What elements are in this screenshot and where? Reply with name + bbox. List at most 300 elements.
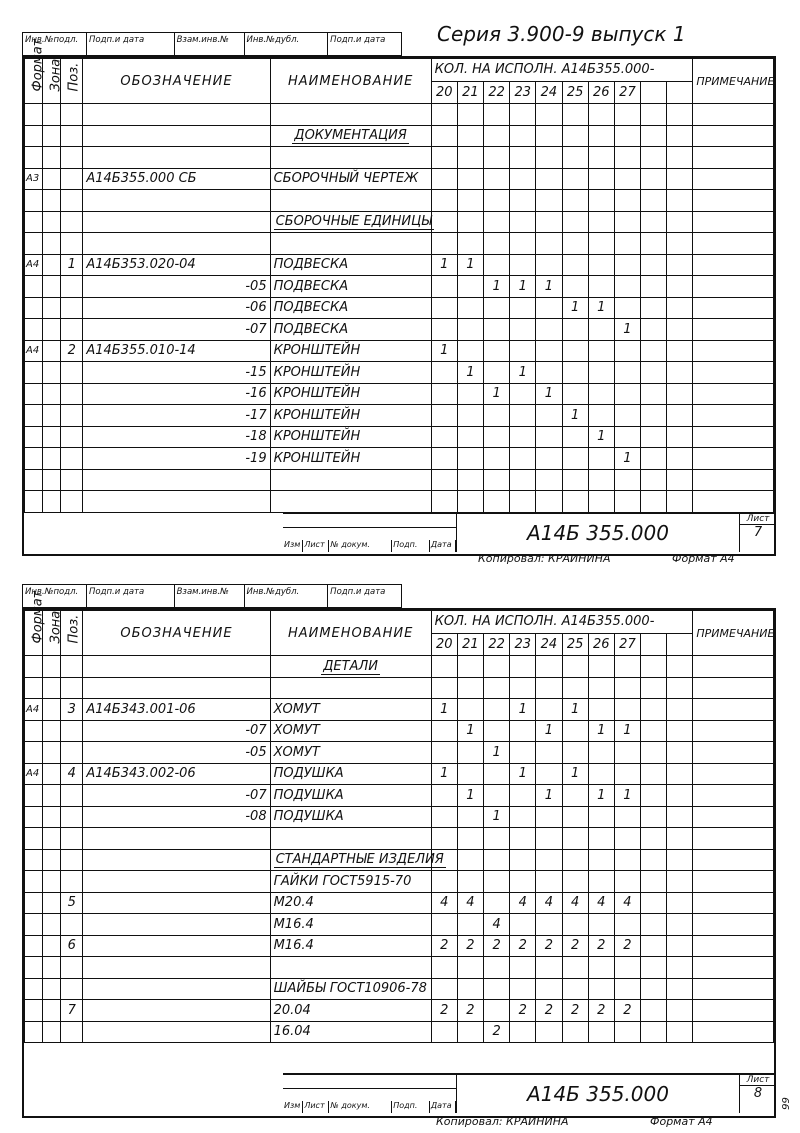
- zone-cell: [43, 491, 61, 513]
- qty-cell: [484, 763, 510, 785]
- qty-cell: [510, 742, 536, 764]
- qty-cell: [510, 785, 536, 807]
- qty-cell: [588, 1021, 614, 1043]
- qty-cell: [457, 677, 483, 699]
- zone-cell: [43, 763, 61, 785]
- qty-cell: 2: [484, 1021, 510, 1043]
- revision-label: № докум.: [329, 1101, 392, 1113]
- qty-cell: [510, 957, 536, 979]
- section-heading: ДОКУМЕНТАЦИЯ: [294, 128, 407, 144]
- qty-cell: [614, 806, 640, 828]
- qty-cell: [667, 448, 693, 470]
- zone-cell: [43, 448, 61, 470]
- name-cell: [270, 104, 431, 126]
- qty-cell: [614, 211, 640, 233]
- qty-cell: 1: [457, 362, 483, 384]
- col-zone-header-text: Зона: [48, 610, 64, 643]
- qty-cell: 2: [536, 935, 562, 957]
- qty-cell: [562, 469, 588, 491]
- note-cell: [693, 978, 774, 1000]
- zone-cell: [43, 914, 61, 936]
- qty-cell: [484, 978, 510, 1000]
- qty-cell: [614, 978, 640, 1000]
- format-cell: [25, 276, 43, 298]
- qty-cell: [484, 469, 510, 491]
- format-cell: А4: [25, 763, 43, 785]
- qty-cell: [431, 978, 457, 1000]
- zone-cell: [43, 276, 61, 298]
- qty-cell: [484, 720, 510, 742]
- note-cell: [693, 491, 774, 513]
- name-cell: ХОМУТ: [270, 699, 431, 721]
- zone-cell: [43, 957, 61, 979]
- table-row: [25, 297, 774, 319]
- qty-cell: [562, 720, 588, 742]
- note-cell: [693, 190, 774, 212]
- qty-cell: [431, 491, 457, 513]
- table-row: [25, 491, 774, 513]
- qty-cell: [667, 806, 693, 828]
- note-cell: [693, 276, 774, 298]
- qty-cell: [536, 125, 562, 147]
- qty-cell: [484, 871, 510, 893]
- designation-cell: -07: [83, 785, 270, 807]
- name-cell: СБОРОЧНЫЙ ЧЕРТЕЖ: [270, 168, 431, 190]
- qty-cell: [641, 362, 667, 384]
- qty-cell: 1: [588, 720, 614, 742]
- zone-cell: [43, 233, 61, 255]
- qty-cell: [614, 914, 640, 936]
- qty-cell: [457, 125, 483, 147]
- format-cell: [25, 935, 43, 957]
- qty-cell: [431, 319, 457, 341]
- col-format-header: [25, 38, 46, 104]
- designation-cell: [83, 871, 270, 893]
- designation-cell: А14Б355.000 СБ: [83, 168, 270, 190]
- qty-cell: [641, 699, 667, 721]
- format-cell: [25, 319, 43, 341]
- copied-by-2: Копировал: КРАИНИНА: [436, 1115, 569, 1128]
- position-cell: [61, 914, 83, 936]
- sheet-number-box: [740, 514, 776, 552]
- qty-cell: 4: [562, 892, 588, 914]
- qty-cell: [641, 125, 667, 147]
- col-designation-header: ОБОЗНАЧЕНИЕ: [83, 611, 270, 656]
- qty-cell: [457, 914, 483, 936]
- qty-cell: [484, 233, 510, 255]
- qty-cell: [614, 849, 640, 871]
- qty-cell: [536, 469, 562, 491]
- qty-cell: 2: [562, 935, 588, 957]
- name-cell: М20.4: [270, 892, 431, 914]
- zone-cell: [43, 340, 61, 362]
- name-cell: [270, 233, 431, 255]
- table-row: [25, 828, 774, 850]
- qty-cell: [484, 340, 510, 362]
- designation-cell: [83, 1000, 270, 1022]
- qty-cell: [510, 125, 536, 147]
- zone-cell: [43, 190, 61, 212]
- format-cell: [25, 957, 43, 979]
- qty-cell: 2: [614, 1000, 640, 1022]
- position-cell: [61, 849, 83, 871]
- qty-cell: [510, 383, 536, 405]
- qty-cell: [588, 677, 614, 699]
- position-cell: 4: [61, 763, 83, 785]
- qty-cell: [431, 147, 457, 169]
- designation-cell: [83, 104, 270, 126]
- qty-cell: 2: [484, 935, 510, 957]
- position-cell: [61, 957, 83, 979]
- qty-cell: [431, 190, 457, 212]
- position-cell: 7: [61, 1000, 83, 1022]
- qty-cell: [431, 383, 457, 405]
- zone-cell: [43, 892, 61, 914]
- position-cell: [61, 211, 83, 233]
- sheet-number-box: [740, 1075, 776, 1113]
- name-cell: [270, 147, 431, 169]
- variant-header: 24: [536, 633, 562, 656]
- qty-cell: [457, 656, 483, 678]
- qty-cell: [614, 405, 640, 427]
- qty-cell: [667, 957, 693, 979]
- variant-header: 22: [484, 81, 510, 104]
- qty-cell: [588, 211, 614, 233]
- table-row: [25, 319, 774, 341]
- revision-label: Лист: [303, 1101, 329, 1113]
- qty-cell: [484, 785, 510, 807]
- name-cell: 16.04: [270, 1021, 431, 1043]
- designation-cell: -15: [83, 362, 270, 384]
- qty-cell: [588, 491, 614, 513]
- qty-cell: [510, 233, 536, 255]
- zone-cell: [43, 742, 61, 764]
- format-cell: [25, 656, 43, 678]
- qty-cell: [588, 914, 614, 936]
- qty-cell: [667, 104, 693, 126]
- variant-header: 22: [484, 633, 510, 656]
- qty-cell: [641, 806, 667, 828]
- qty-cell: [667, 720, 693, 742]
- qty-cell: 1: [562, 699, 588, 721]
- name-cell: ПОДВЕСКА: [270, 297, 431, 319]
- qty-cell: [562, 828, 588, 850]
- position-cell: [61, 426, 83, 448]
- qty-cell: [588, 871, 614, 893]
- table-row: [25, 699, 774, 721]
- zone-cell: [43, 469, 61, 491]
- position-cell: [61, 491, 83, 513]
- position-cell: [61, 190, 83, 212]
- variant-header: [667, 633, 693, 656]
- qty-cell: [614, 276, 640, 298]
- qty-cell: 1: [562, 405, 588, 427]
- name-cell: КРОНШТЕЙН: [270, 405, 431, 427]
- table-row: [25, 785, 774, 807]
- qty-cell: [510, 254, 536, 276]
- table-row: [25, 1021, 774, 1043]
- variant-header: 25: [562, 81, 588, 104]
- table-row: [25, 211, 774, 233]
- qty-cell: [641, 340, 667, 362]
- qty-cell: [484, 957, 510, 979]
- qty-cell: [431, 742, 457, 764]
- note-cell: [693, 469, 774, 491]
- qty-cell: [588, 383, 614, 405]
- note-cell: [693, 448, 774, 470]
- qty-cell: [641, 211, 667, 233]
- table-row: [25, 469, 774, 491]
- qty-cell: [536, 426, 562, 448]
- note-cell: [693, 677, 774, 699]
- qty-cell: [667, 699, 693, 721]
- designation-cell: [83, 935, 270, 957]
- qty-cell: [562, 849, 588, 871]
- position-cell: [61, 785, 83, 807]
- qty-cell: [457, 426, 483, 448]
- qty-cell: 1: [484, 383, 510, 405]
- qty-cell: [562, 319, 588, 341]
- name-cell: КРОНШТЕЙН: [270, 448, 431, 470]
- col-pos-header: [61, 59, 83, 104]
- qty-cell: [641, 426, 667, 448]
- revision-label: Дата: [430, 540, 456, 552]
- qty-cell: [484, 104, 510, 126]
- revision-label: Подп.: [392, 540, 430, 552]
- zone-cell: [43, 699, 61, 721]
- qty-cell: [457, 147, 483, 169]
- qty-cell: [510, 849, 536, 871]
- qty-cell: 1: [484, 806, 510, 828]
- qty-cell: [614, 742, 640, 764]
- qty-cell: [667, 935, 693, 957]
- designation-cell: А14Б355.010-14: [83, 340, 270, 362]
- qty-cell: 1: [510, 276, 536, 298]
- note-cell: [693, 849, 774, 871]
- qty-cell: [536, 319, 562, 341]
- qty-cell: [457, 1021, 483, 1043]
- table-row: [25, 849, 774, 871]
- note-cell: [693, 104, 774, 126]
- qty-cell: 4: [457, 892, 483, 914]
- qty-cell: [588, 319, 614, 341]
- qty-cell: [536, 104, 562, 126]
- section-heading-cell: [270, 849, 444, 871]
- designation-cell: [83, 978, 270, 1000]
- col-format-header-text: Формат: [30, 590, 46, 643]
- qty-cell: [510, 828, 536, 850]
- qty-cell: [641, 828, 667, 850]
- sheet-label: Лист: [746, 514, 770, 524]
- stamp-label: Подп.и дата: [330, 35, 386, 45]
- qty-cell: [562, 276, 588, 298]
- stamp-label: Взам.инв.№: [175, 33, 245, 55]
- position-cell: [61, 1021, 83, 1043]
- qty-cell: [457, 742, 483, 764]
- revision-label: № докум.: [329, 540, 392, 552]
- col-pos-header: [61, 611, 83, 656]
- zone-cell: [43, 104, 61, 126]
- qty-cell: [562, 1021, 588, 1043]
- qty-cell: [457, 699, 483, 721]
- sheet-number: 7: [740, 524, 776, 540]
- designation-cell: [83, 656, 270, 678]
- qty-cell: [614, 871, 640, 893]
- archive-stamp-1: [22, 32, 402, 56]
- qty-cell: [667, 828, 693, 850]
- qty-cell: [562, 383, 588, 405]
- qty-cell: [484, 426, 510, 448]
- qty-cell: [562, 491, 588, 513]
- revision-label: Изм: [283, 540, 303, 552]
- qty-cell: [667, 785, 693, 807]
- qty-cell: [457, 448, 483, 470]
- qty-cell: [641, 935, 667, 957]
- qty-cell: [457, 190, 483, 212]
- table-row: [25, 104, 774, 126]
- designation-cell: -17: [83, 405, 270, 427]
- position-cell: [61, 978, 83, 1000]
- document-code: А14Б 355.000: [457, 514, 740, 552]
- name-cell: [270, 469, 431, 491]
- col-name-header: НАИМЕНОВАНИЕ: [270, 611, 431, 656]
- qty-cell: [641, 742, 667, 764]
- qty-cell: [536, 168, 562, 190]
- zone-cell: [43, 677, 61, 699]
- format-cell: [25, 828, 43, 850]
- format-cell: А3: [25, 168, 43, 190]
- col-format-header-text: Формат: [30, 38, 46, 91]
- qty-cell: 1: [588, 297, 614, 319]
- qty-cell: 1: [588, 426, 614, 448]
- qty-cell: [562, 806, 588, 828]
- name-cell: ПОДВЕСКА: [270, 319, 431, 341]
- qty-cell: 1: [510, 763, 536, 785]
- name-cell: ПОДУШКА: [270, 763, 431, 785]
- qty-cell: [562, 426, 588, 448]
- qty-cell: [510, 469, 536, 491]
- qty-cell: [614, 426, 640, 448]
- qty-cell: [431, 426, 457, 448]
- qty-cell: 1: [536, 276, 562, 298]
- qty-cell: [431, 297, 457, 319]
- zone-cell: [43, 383, 61, 405]
- qty-cell: [457, 340, 483, 362]
- qty-cell: [562, 104, 588, 126]
- designation-cell: -06: [83, 297, 270, 319]
- header-row: [25, 59, 774, 82]
- qty-cell: [431, 405, 457, 427]
- designation-cell: -16: [83, 383, 270, 405]
- qty-cell: [588, 340, 614, 362]
- variant-header: 23: [510, 81, 536, 104]
- designation-cell: -08: [83, 806, 270, 828]
- qty-cell: 1: [431, 763, 457, 785]
- qty-cell: [614, 297, 640, 319]
- qty-cell: [641, 254, 667, 276]
- designation-cell: -07: [83, 720, 270, 742]
- qty-cell: [431, 276, 457, 298]
- qty-cell: [510, 656, 536, 678]
- side-number: 99: [780, 1097, 792, 1110]
- qty-cell: [641, 1021, 667, 1043]
- qty-cell: [484, 254, 510, 276]
- variant-header: [641, 81, 667, 104]
- revision-labels: [283, 1101, 456, 1113]
- qty-cell: [614, 190, 640, 212]
- format-cell: [25, 233, 43, 255]
- qty-cell: [431, 125, 457, 147]
- qty-cell: [457, 211, 483, 233]
- qty-cell: [510, 426, 536, 448]
- qty-cell: 1: [457, 254, 483, 276]
- qty-cell: [536, 871, 562, 893]
- qty-cell: [641, 1000, 667, 1022]
- note-cell: [693, 763, 774, 785]
- revision-label: Подп.: [392, 1101, 430, 1113]
- qty-cell: [536, 448, 562, 470]
- note-cell: [693, 892, 774, 914]
- note-cell: [693, 233, 774, 255]
- revision-label: Изм: [283, 1101, 303, 1113]
- designation-cell: -07: [83, 319, 270, 341]
- variant-header: 21: [457, 81, 483, 104]
- qty-cell: [431, 448, 457, 470]
- table-row: [25, 383, 774, 405]
- qty-cell: [484, 892, 510, 914]
- qty-cell: [536, 978, 562, 1000]
- table-row: [25, 806, 774, 828]
- qty-cell: [562, 233, 588, 255]
- qty-cell: [667, 656, 693, 678]
- qty-cell: [614, 957, 640, 979]
- qty-cell: [536, 957, 562, 979]
- qty-cell: [667, 849, 693, 871]
- qty-cell: [457, 104, 483, 126]
- qty-cell: [510, 190, 536, 212]
- table-row: [25, 935, 774, 957]
- qty-cell: [536, 362, 562, 384]
- qty-cell: [536, 190, 562, 212]
- table-row: [25, 677, 774, 699]
- qty-cell: [641, 469, 667, 491]
- qty-cell: [431, 211, 457, 233]
- qty-cell: [457, 168, 483, 190]
- qty-cell: [536, 914, 562, 936]
- qty-cell: [536, 849, 562, 871]
- table-row: [25, 763, 774, 785]
- position-cell: [61, 806, 83, 828]
- qty-cell: [588, 448, 614, 470]
- table-row: [25, 254, 774, 276]
- qty-cell: [431, 362, 457, 384]
- format-cell: [25, 211, 43, 233]
- qty-cell: [562, 147, 588, 169]
- qty-cell: 1: [484, 276, 510, 298]
- note-cell: [693, 254, 774, 276]
- qty-cell: 1: [588, 785, 614, 807]
- qty-cell: [667, 426, 693, 448]
- qty-cell: 1: [536, 383, 562, 405]
- qty-cell: [562, 785, 588, 807]
- designation-cell: -19: [83, 448, 270, 470]
- qty-cell: 1: [536, 785, 562, 807]
- format-cell: [25, 383, 43, 405]
- qty-cell: [510, 211, 536, 233]
- designation-cell: -05: [83, 742, 270, 764]
- format-cell: А4: [25, 254, 43, 276]
- format-cell: [25, 1000, 43, 1022]
